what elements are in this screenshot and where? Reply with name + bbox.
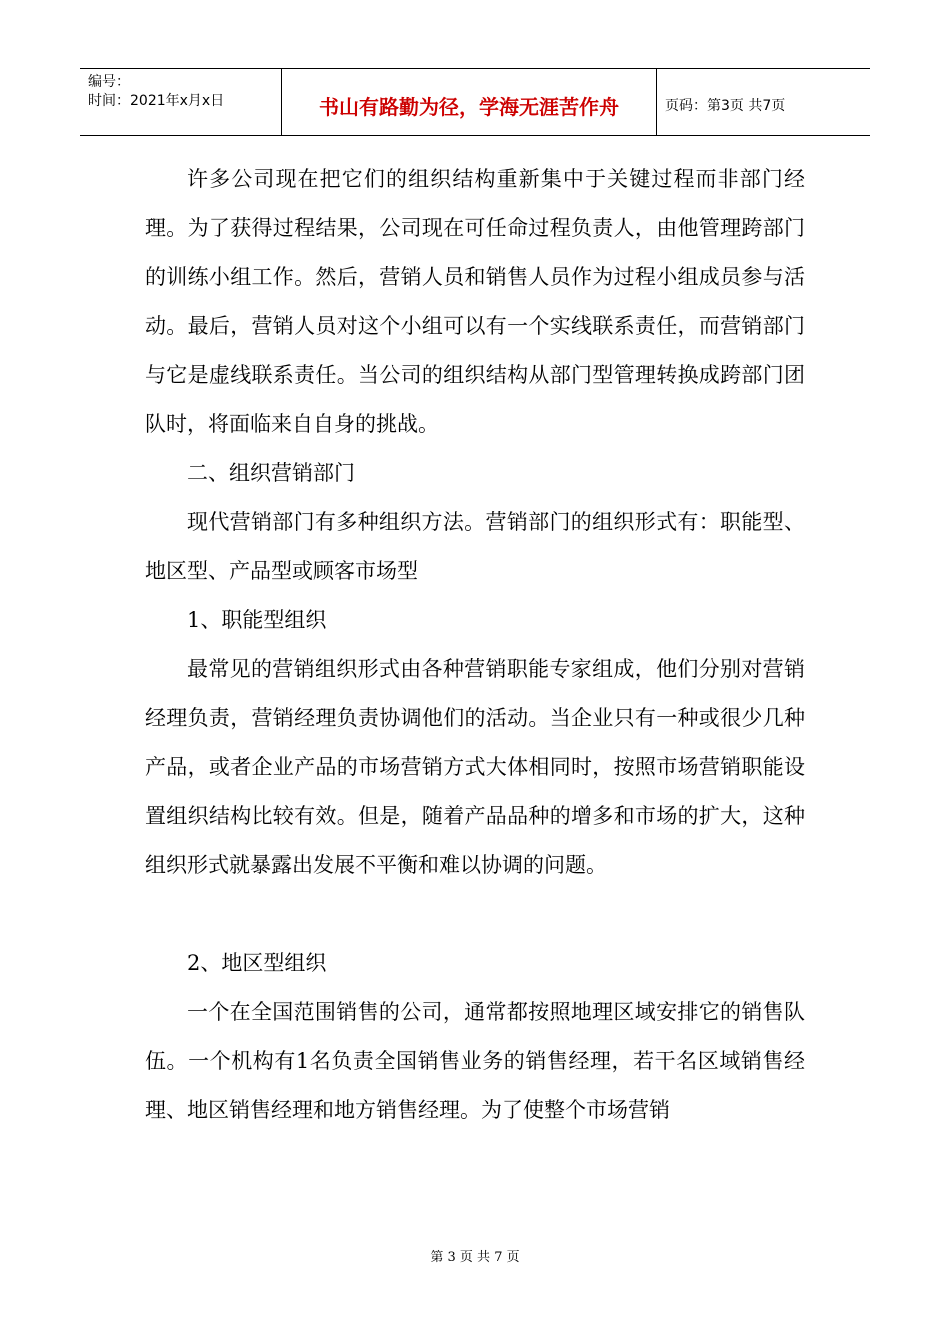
section-heading: 二、组织营销部门 [187, 461, 355, 485]
paragraph-spacer [145, 890, 805, 939]
subsection-heading: 1、职能型组织 [187, 608, 327, 632]
header-motto: 书山有路勤为径，学海无涯苦作舟 [282, 69, 657, 135]
body-paragraph: 现代营销部门有多种组织方法。营销部门的组织形式有：职能型、地区型、产品型或顾客市场型 [145, 510, 805, 583]
body-paragraph: 最常见的营销组织形式由各种营销职能专家组成，他们分别对营销经理负责，营销经理负责协调他们的活动。当企业只有一种或很少几种产品，或者企业产品的市场营销方式大体相同时，按照市场营销职能设置组织结构比较有效。但是，随着产品品种的增多和市场的扩大，这种组织形式就暴露出发展不平衡和难以协调的问题。 [145, 657, 805, 877]
subsection-heading: 2、地区型组织 [187, 951, 327, 975]
page-footer: 第 3 页 共 7 页 [430, 1250, 520, 1265]
document-date-label: 时间：2021年x月x日 [88, 93, 225, 109]
document-number-label: 编号： [88, 74, 130, 90]
header-table [80, 68, 870, 136]
header-page-number: 页码：第3页 共7页 [665, 98, 786, 114]
body-paragraph: 一个在全国范围销售的公司，通常都按照地理区域安排它的销售队伍。一个机构有1名负责全国销售业务的销售经理，若干名区域销售经理、地区销售经理和地方销售经理。为了使整个市场营销 [145, 1000, 805, 1122]
body-paragraph: 许多公司现在把它们的组织结构重新集中于关键过程而非部门经理。为了获得过程结果，公司现在可任命过程负责人，由他管理跨部门的训练小组工作。然后，营销人员和销售人员作为过程小组成员参与活动。最后，营销人员对这个小组可以有一个实线联系责任，而营销部门与它是虚线联系责任。当公司的组织结构从部门型管理转换成跨部门团队时，将面临来自自身的挑战。 [145, 167, 805, 436]
document-body [145, 155, 805, 1135]
header-meta-cell [80, 69, 282, 135]
